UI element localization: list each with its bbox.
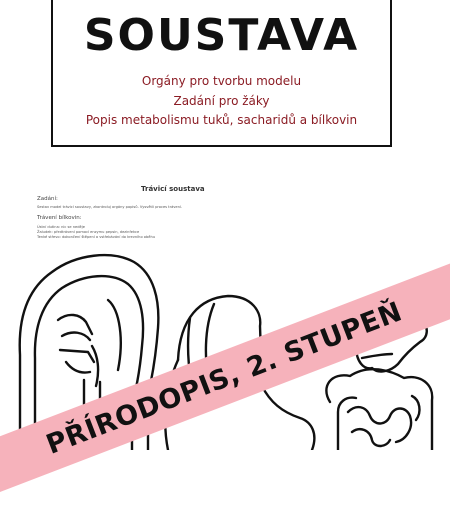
protein-label: Trávení bílkovin: <box>37 215 82 221</box>
intestine-illustration <box>326 369 432 450</box>
protein-line-3: Tenké střevo: dokončení štěpení a vstřebávání do krevního oběhu <box>37 235 156 239</box>
subtitle-line-1: Orgány pro tvorbu modelu <box>141 74 302 88</box>
title-box <box>51 0 392 147</box>
task-label: Zadání: <box>37 196 58 202</box>
protein-line-2: Žaludek: předtrávení pomocí enzymu pepsin, dezinfekce <box>37 230 140 234</box>
task-text: Sestav model trávicí soustavy, zkontroluj orgány popisů. Vysvětli proces trávení. <box>37 205 183 209</box>
protein-line-1: Ústní dutina: nic se neděje <box>37 225 85 229</box>
subtitle-line-3: Popis metabolismu tuků, sacharidů a bílkovin <box>85 113 358 127</box>
worksheet-heading: Trávicí soustava <box>141 185 205 193</box>
subtitle-line-2: Zadání pro žáky <box>173 93 270 108</box>
banner-text: PŘÍRODOPIS, 2. STUPEŇ <box>42 295 407 461</box>
page-title: SOUSTAVA <box>83 10 360 61</box>
subtitle-list <box>53 72 390 131</box>
